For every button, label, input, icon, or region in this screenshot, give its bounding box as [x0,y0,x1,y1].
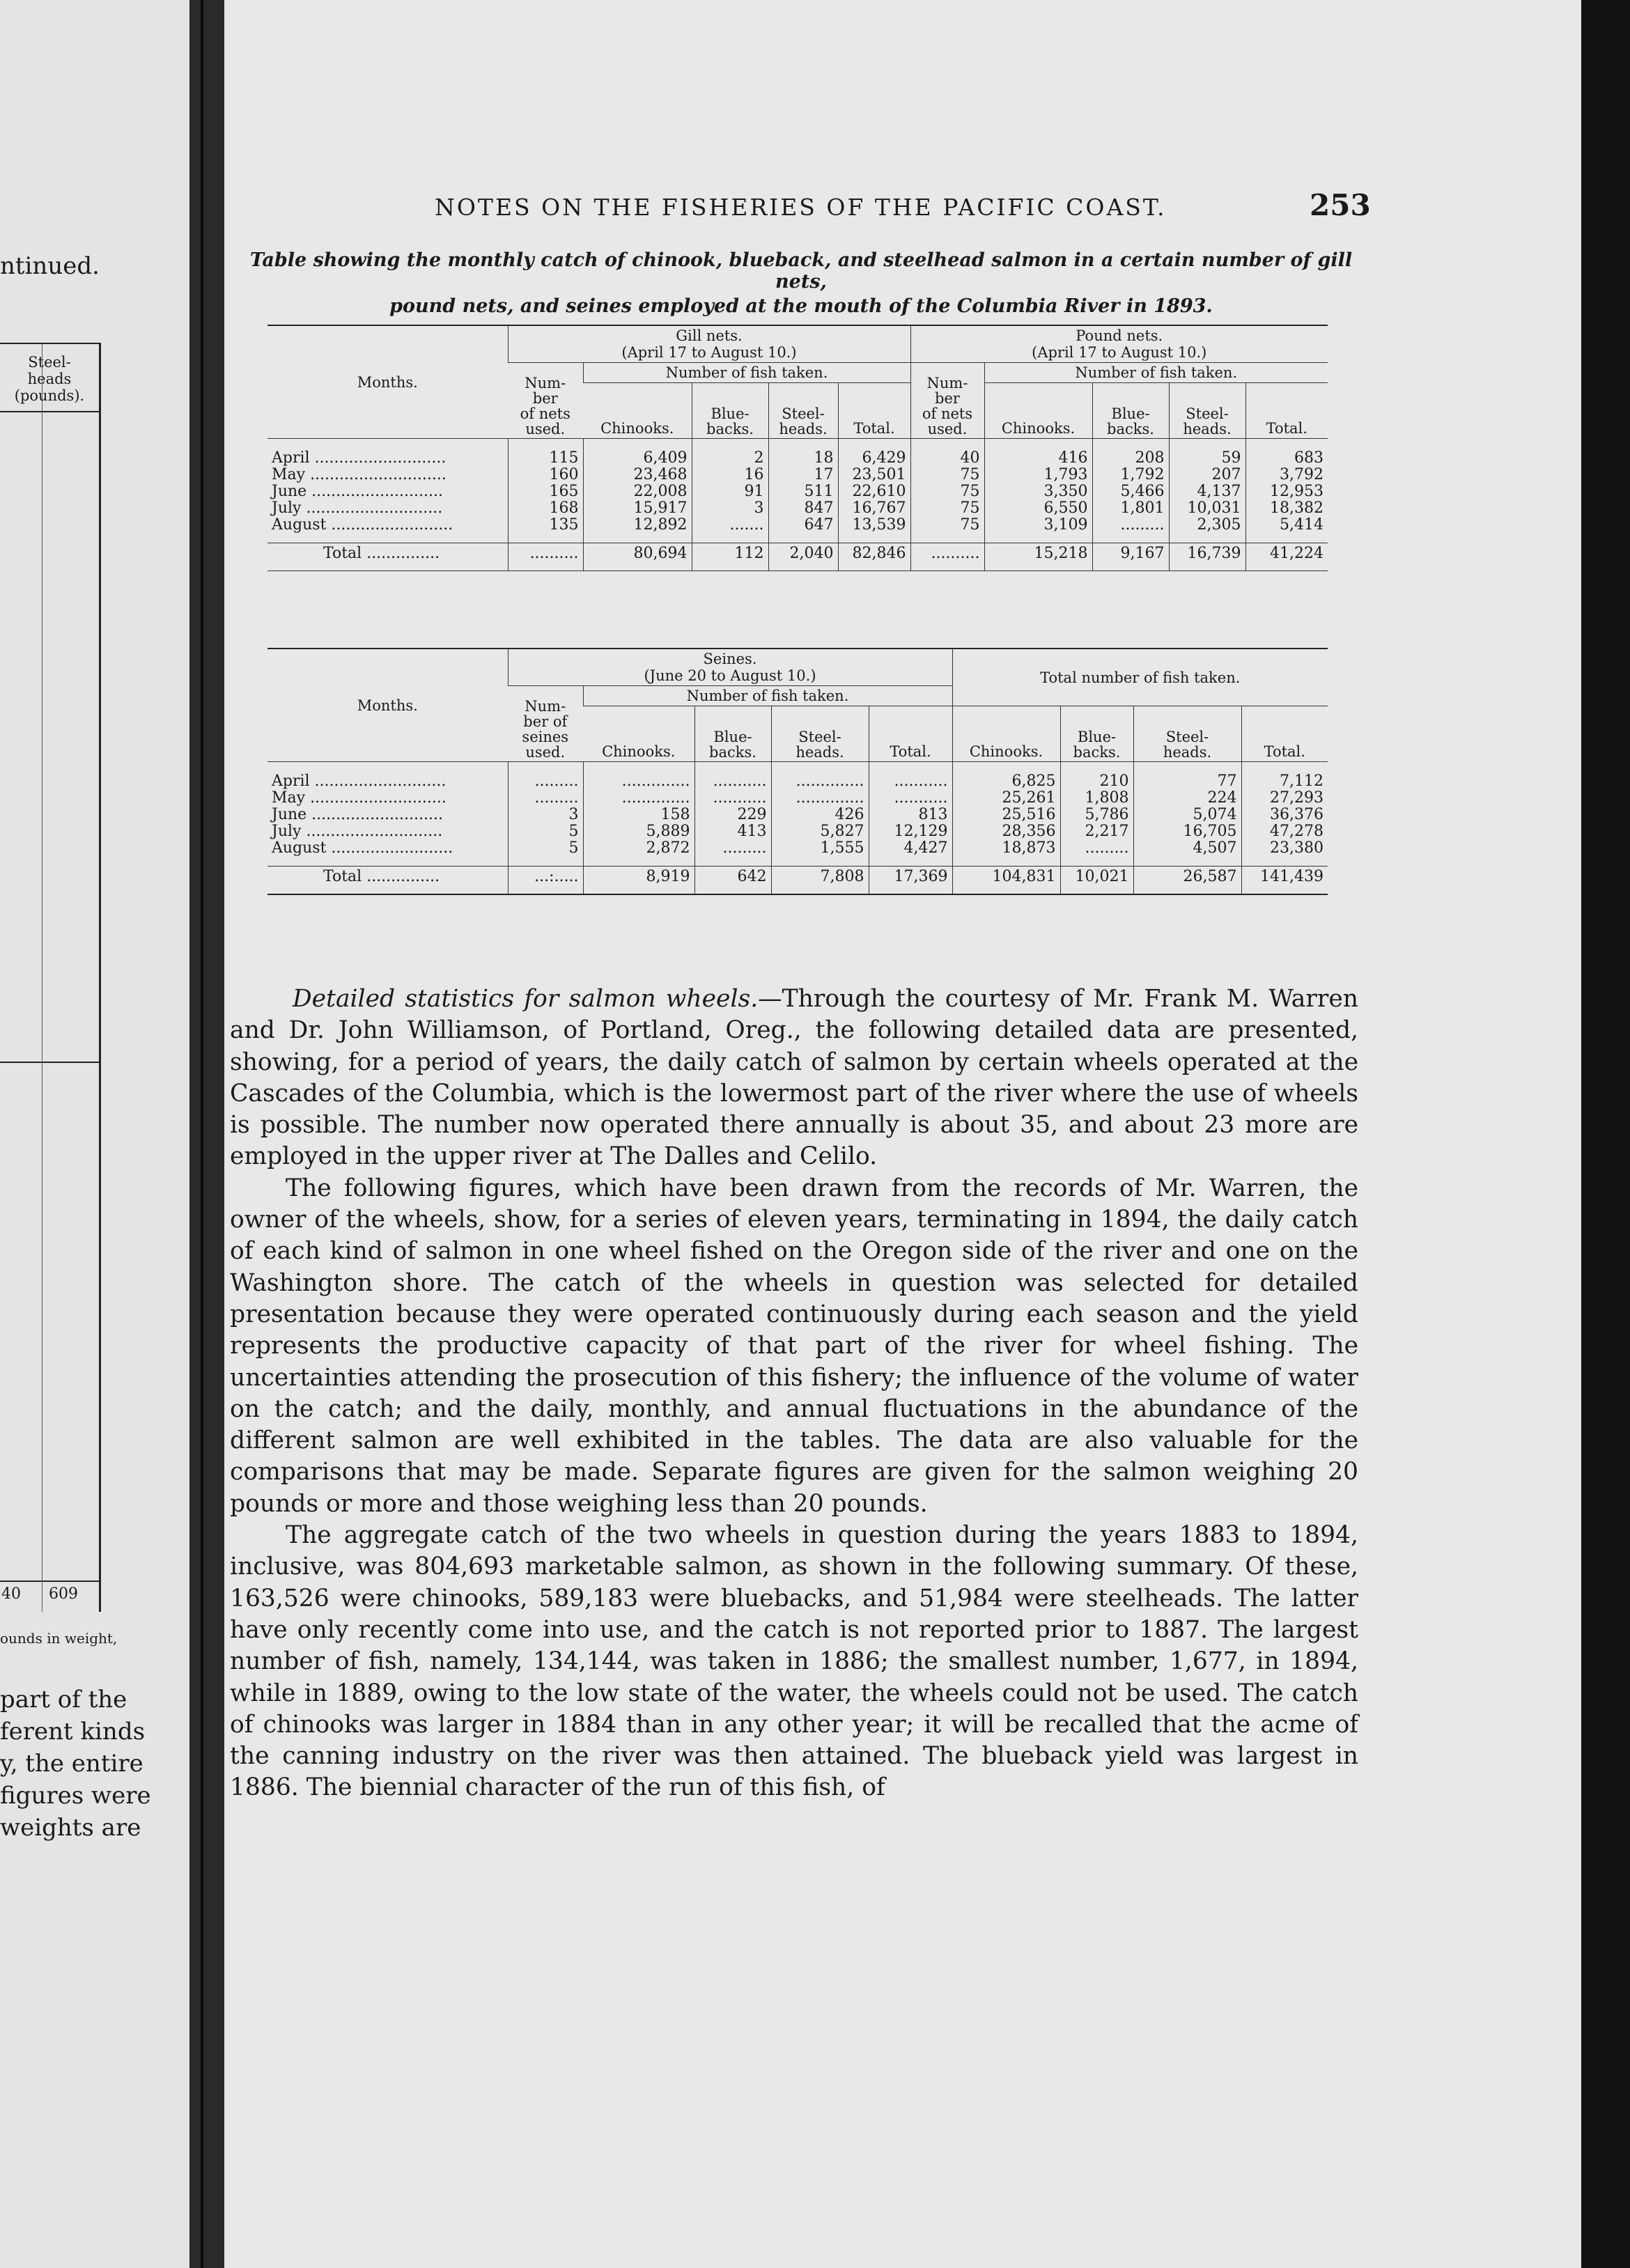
left-text-line-1: part of the [0,1686,127,1714]
all-chinooks-header: Chinooks. [952,706,1060,762]
seines-bluebacks-header: Blue- backs. [694,706,771,762]
gill-bluebacks-column: 2 16 91 3 ....... [692,439,768,543]
left-text-line-2: ferent kinds [0,1718,146,1746]
left-page-fragment [0,0,189,2268]
left-text-line-5: weights are [0,1814,141,1842]
all-total-header: Total. [1241,706,1328,762]
total-label-2: Total ............... [267,867,508,894]
months-column: April ........................... May ............................ June ........................... July ............................ August ......................... [272,449,453,534]
months-header: Months. [267,325,508,439]
table-caption-line-2: pound nets, and seines employed at the mouth of the Columbia River in 1893. [389,295,1213,317]
steelheads-header: Steel- heads (pounds). [14,354,85,404]
seines-total-total: 17,369 [869,867,952,894]
pound-nets-header: Pound nets. (April 17 to August 10.) [910,325,1328,363]
paragraph-1-heading: Detailed statistics for salmon wheels. [293,985,759,1013]
paragraph-1-body: —Through the courtesy of Mr. Frank M. Warren and Dr. John Williamson, of Portland, Oreg., the following detailed data are presented, showing, for a period of years, the daily catch of salmon by certain wheels operated at the Cascades of the Columbia, which is the lowermost part of the river where the use of wheels is possible. The number now operated there annually is about 35, and about 23 more are employed in the upper river at The Dalles and Celilo. [230,985,1358,1171]
seines-bluebacks-column: ........... ........... 229 413 ......... [694,762,771,867]
all-total-steelheads: 26,587 [1133,867,1241,894]
table-caption [230,249,1372,317]
left-value-40: 40 [1,1585,21,1603]
gill-bluebacks-header: Blue- backs. [692,383,768,439]
scan-right-edge [1581,0,1630,2268]
pound-total-total: 41,224 [1245,543,1328,571]
left-table-fragment [0,343,101,1612]
seines-total-chinooks: 8,919 [583,867,694,894]
gill-steelheads-column: 18 17 511 847 647 [768,439,838,543]
pound-bluebacks-column: 208 1,792 5,466 1,801 ......... [1092,439,1169,543]
seines-total-steelheads: 7,808 [771,867,869,894]
seines-total-column: ........... ........... 813 12,129 4,427 [869,762,952,867]
pound-total-chinooks: 15,218 [984,543,1092,571]
total-label: Total ............... [267,543,508,571]
paragraph-1 [230,984,1358,1173]
running-head: NOTES ON THE FISHERIES OF THE PACIFIC COAST. [435,194,1167,221]
gill-total-steelheads: 2,040 [768,543,838,571]
page-gutter [189,0,224,2268]
pound-chinooks-column: 416 1,793 3,350 6,550 3,109 [984,439,1092,543]
all-total-chinooks: 104,831 [952,867,1060,894]
pound-bluebacks-header: Blue- backs. [1092,383,1169,439]
left-text-line-4: figures were [0,1782,151,1810]
all-steelheads-column: 77 224 5,074 16,705 4,507 [1133,762,1241,867]
seines-steelheads-column: .............. .............. 426 5,827 1,555 [771,762,869,867]
pound-nets-used-column: 40 75 75 75 75 [910,439,984,543]
seines-total-header: Total. [869,706,952,762]
seines-chinooks-header: Chinooks. [583,706,694,762]
seines-total-bluebacks: 642 [694,867,771,894]
all-steelheads-header: Steel- heads. [1133,706,1241,762]
left-footnote-fragment: ounds in weight, [0,1630,118,1647]
gill-total-nets: .......... [508,543,583,571]
body-text [230,984,1358,1804]
gill-nets-header: Gill nets. (April 17 to August 10.) [508,325,910,363]
continued-fragment: ntinued. [0,252,100,280]
all-bluebacks-column: 210 1,808 5,786 2,217 ......... [1060,762,1133,867]
months-header-2: Months. [267,648,508,762]
left-value-609: 609 [49,1585,78,1603]
gill-total-header: Total. [838,383,910,439]
seines-total-used: ...:..... [508,867,583,894]
gill-total-total: 82,846 [838,543,910,571]
gill-total-chinooks: 80,694 [583,543,692,571]
gill-nets-used-header: Num- ber of nets used. [508,363,583,439]
all-total-bluebacks: 10,021 [1060,867,1133,894]
all-total-column: 7,112 27,293 36,376 47,278 23,380 [1241,762,1328,867]
page-number: 253 [1310,188,1371,222]
paragraph-3: The aggregate catch of the two wheels in question during the years 1883 to 1894, inclusive, was 804,693 marketable salmon, as shown in the following summary. Of these, 163,526 were chinooks, 589,183 were bluebacks, and 51,984 were steelheads. The latter have only recently come into use, and the catch is not reported prior to 1887. The largest number of fish, namely, 134,144, was taken in 1886; the smallest number, 1,677, in 1894, while in 1889, owing to the low state of the water, the wheels could not be used. The catch of chinooks was larger in 1884 than in any other year; it will be recalled that the acme of the canning industry on the river was then attained. The blueback yield was largest in 1886. The biennial character of the run of this fish, of [230,1521,1358,1802]
total-number-taken-header: Total number of fish taken. [952,648,1328,706]
seines-header: Seines. (June 20 to August 10.) [508,648,952,686]
gill-total-column: 6,429 23,501 22,610 16,767 13,539 [838,439,910,543]
pound-chinooks-header: Chinooks. [984,383,1092,439]
gill-total-bluebacks: 112 [692,543,768,571]
seines-total-table [267,648,1328,895]
all-total-total: 141,439 [1241,867,1328,894]
pound-steelheads-header: Steel- heads. [1169,383,1245,439]
seines-used-column: ......... ......... 3 5 5 [508,762,583,867]
table-caption-line-1: Table showing the monthly catch of chinook, blueback, and steelhead salmon in a certain number of gill nets, [249,249,1353,293]
pound-total-nets: .......... [910,543,984,571]
gill-pound-nets-table [267,325,1328,571]
pound-nets-used-header: Num- ber of nets used. [910,363,984,439]
pound-steelheads-column: 59 207 4,137 10,031 2,305 [1169,439,1245,543]
seines-steelheads-header: Steel- heads. [771,706,869,762]
left-text-line-3: y, the entire [0,1750,143,1778]
pound-total-column: 683 3,792 12,953 18,382 5,414 [1245,439,1328,543]
gill-chinooks-column: 6,409 23,468 22,008 15,917 12,892 [583,439,692,543]
seines-number-taken-header: Number of fish taken. [583,686,952,706]
pound-total-steelheads: 16,739 [1169,543,1245,571]
pound-number-taken-header: Number of fish taken. [984,363,1328,383]
gill-number-taken-header: Number of fish taken. [583,363,910,383]
seines-used-header: Num- ber of seines used. [508,686,583,762]
pound-total-header: Total. [1245,383,1328,439]
pound-total-bluebacks: 9,167 [1092,543,1169,571]
gill-nets-used-column: 115 160 165 168 135 [508,439,583,543]
months-column-2: April ........................... May ............................ June ........................... July ............................ August ......................... [272,772,453,857]
gill-chinooks-header: Chinooks. [583,383,692,439]
all-bluebacks-header: Blue- backs. [1060,706,1133,762]
gill-steelheads-header: Steel- heads. [768,383,838,439]
all-chinooks-column: 6,825 25,261 25,516 28,356 18,873 [952,762,1060,867]
seines-chinooks-column: .............. .............. 158 5,889 2,872 [583,762,694,867]
paragraph-2: The following figures, which have been drawn from the records of Mr. Warren, the owner of the wheels, show, for a series of eleven years, terminating in 1894, the daily catch of each kind of salmon in one wheel fished on the Oregon side of the river and one on the Washington shore. The catch of the wheels in question was selected for detailed presentation because they were operated continuously during each season and the yield represents the productive capacity of that part of the river for wheel fishing. The uncertainties attending the prosecution of this fishery; the influence of the volume of water on the catch; and the daily, monthly, and annual fluctuations in the abundance of the different salmon are well exhibited in the tables. The data are also valuable for the comparisons that may be made. Separate figures are given for the salmon weighing 20 pounds or more and those weighing less than 20 pounds. [230,1174,1358,1518]
